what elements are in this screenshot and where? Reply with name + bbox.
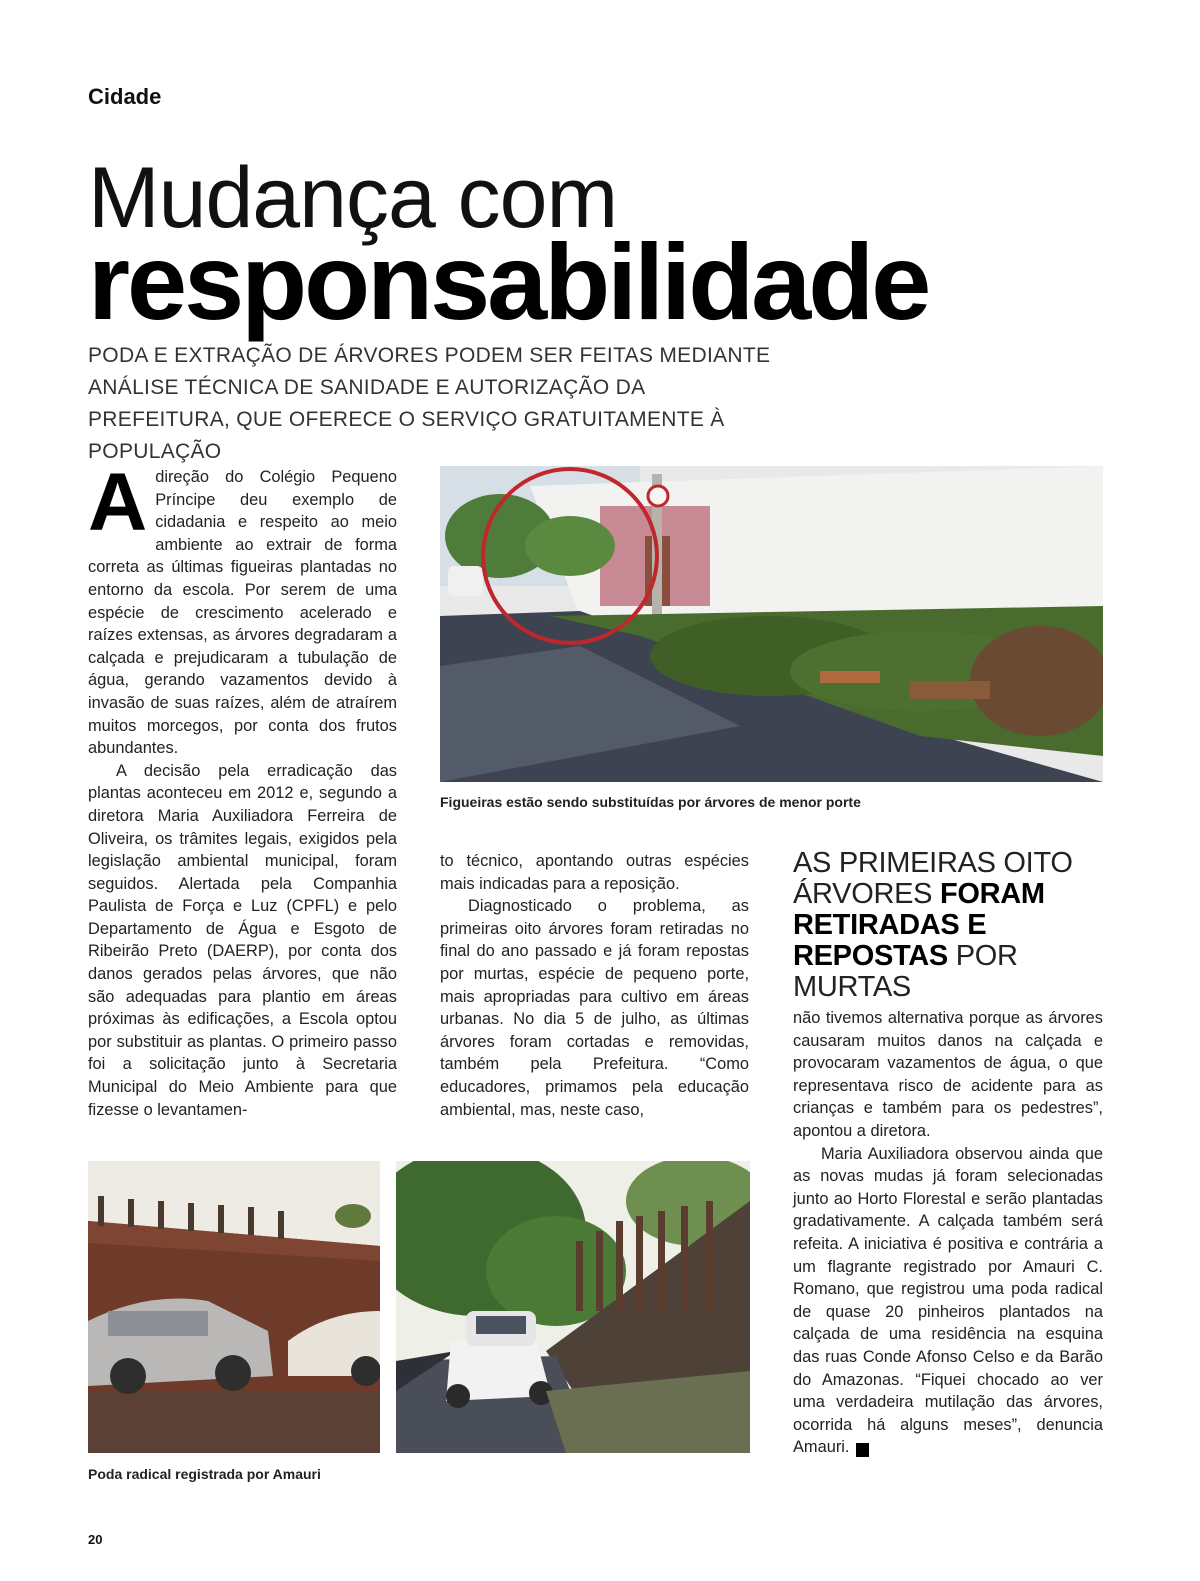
paragraph: Maria Auxiliadora observou ainda que as novas mudas já foram selecionadas junto ao Horto Florestal e serão plantadas gradativamente. A calçada também será refeita. A iniciativa é positiva e contrária a um flagrante registrado por Amauri C. Romano, que registrou uma poda radical de quase 20 pinheiros plantados na calçada de uma residência na esquina das ruas Conde Afonso Celso e da Barão do Amazonas. “Fiquei chocado ao ver uma verdadeira mutilação das árvores, ocorrida há alguns meses”, denuncia Amauri. r	[793, 1144, 1103, 1457]
article-column-3	[793, 1007, 1103, 1459]
paragraph: Diagnosticado o problema, as primeiras oito árvores foram retiradas no final do ano passado e já foram repostas por murtas, espécie de pequeno porte, mais apropriadas para cultivo em áreas urbanas. No dia 5 de julho, as últimas árvores foram cortadas e removidas, também pela Prefeitura. “Como educadores, primamos pela educação ambiental, mas, neste caso,	[440, 897, 749, 1119]
caption-bottom-photos: Poda radical registrada por Amauri	[88, 1466, 321, 1482]
paragraph: não tivemos alternativa porque as árvores causaram muitos danos na calçada e provocaram vazamentos de água, o que representava risco de acidente para as crianças e também para os pedestres”, apontou a diretora.	[793, 1009, 1103, 1140]
caption-top-photo: Figueiras estão sendo substituídas por árvores de menor porte	[440, 794, 861, 810]
headline-line-2: responsabilidade	[88, 221, 929, 342]
paragraph: to técnico, apontando outras espécies mais indicadas para a reposição.	[440, 852, 749, 893]
dropcap: A	[88, 457, 148, 548]
article-column-1	[88, 457, 397, 1121]
section-label: Cidade	[88, 84, 162, 109]
paragraph: A decisão pela erradicação das plantas aconteceu em 2012 e, segundo a diretora Maria Auxiliadora Ferreira de Oliveira, os trâmites legais, exigidos pela legislação ambiental municipal, foram seguidos. Alertada pela Companhia Paulista de Força e Luz (CPFL) e pelo Departamento de Água e Esgoto de Ribeirão Preto (DAERP), por conta dos danos gerados pelas árvores, que não são adequadas para plantio em áreas próximas às edificações, a Escola optou por substituir as plantas. O primeiro passo foi a solicitação junto à Secretaria Municipal do Meio Ambiente para que fizesse o levantamen-	[88, 761, 397, 1119]
photo-radical-pruning-street	[396, 1161, 750, 1453]
article-column-2	[440, 850, 749, 1121]
page-number: 20	[88, 1532, 103, 1547]
paragraph: Adireção do Colégio Pequeno Príncipe deu exemplo de cidadania e respeito ao meio ambiente ao extrair de forma correta as últimas figueiras plantadas no entorno da escola. Por serem de uma espécie de crescimento acelerado e raízes extensas, as árvores degradaram a calçada e prejudicaram a tubulação de água, gerando vazamentos devido à invasão de suas raízes, além de atraírem muitos morcegos, por conta dos frutos abundantes.	[88, 457, 397, 758]
end-of-article-mark: r	[856, 1443, 869, 1457]
headline-line-1: Mudança com	[88, 150, 618, 246]
pull-quote: AS PRIMEIRAS OITO ÁRVORES FORAM RETIRADAS E REPOSTAS POR MURTAS	[793, 847, 1073, 1003]
deck-subtitle: PODA E EXTRAÇÃO DE ÁRVORES PODEM SER FEITAS MEDIANTE ANÁLISE TÉCNICA DE SANIDADE E AUTORIZAÇÃO DA PREFEITURA, QUE OFERECE O SERVIÇO GRATUITAMENTE À POPULAÇÃO	[88, 344, 771, 463]
photo-cut-fig-trees	[440, 466, 1103, 782]
photo-radical-pruning-cars	[88, 1161, 380, 1453]
